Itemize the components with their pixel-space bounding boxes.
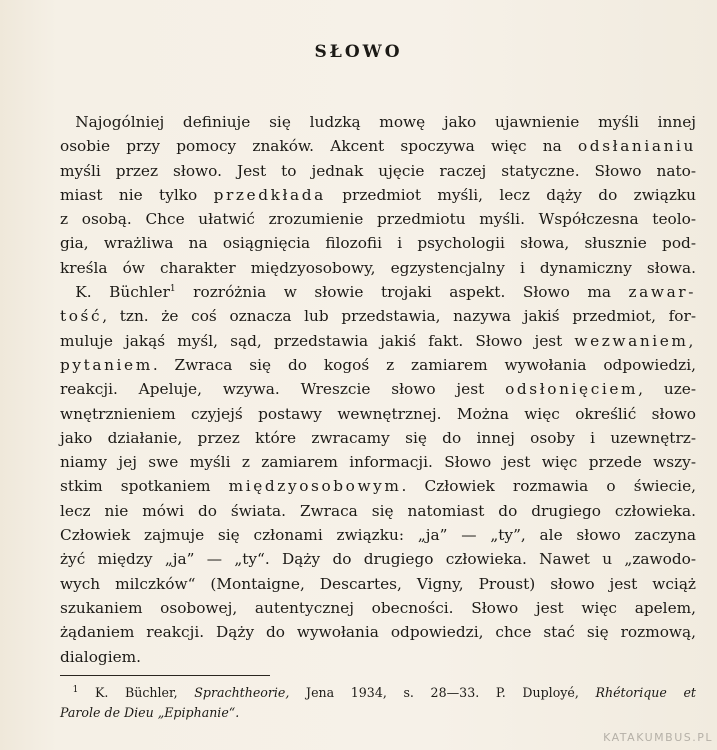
text-line: Człowiek zajmuje się członami związku: „ja” — „ty”, ale słowo zaczyna [60, 526, 696, 545]
spaced-emphasis: przedkłada [213, 185, 326, 204]
text-line: niamy jej swe myśli z zamiarem informacji. Słowo jest więc przede wszy- [60, 453, 696, 472]
text-line: myśli przez słowo. Jest to jednak ujęcie raczej statyczne. Słowo nato- [60, 161, 696, 180]
body-text [60, 110, 696, 669]
text-line: K. Büchler$^1$ rozróżnia w słowie trojaki aspekt. Słowo ma zawar- [75, 283, 696, 302]
footnote [60, 683, 696, 723]
footnote-line: Parole de Dieu „Epiphanie“. [60, 705, 240, 720]
text-line: kreśla ów charakter międzyosobowy, egzystencjalny i dynamiczny słowa. [60, 258, 696, 277]
footnote-ref: 1 [169, 283, 176, 294]
footnote-line: $^1$ K. Büchler, Sprachtheorie, Jena 1934, s. 28—33. P. Duployé, Rhétorique et [72, 684, 696, 700]
text-line: tość, tzn. że coś oznacza lub przedstawia, nazywa jakiś przedmiot, for- [60, 307, 696, 326]
text-line: lecz nie mówi do świata. Zwraca się natomiast do drugiego człowieka. [60, 501, 696, 520]
text-line: wnętrznieniem czyjejś postawy wewnętrznej. Można więc określić słowo [60, 404, 696, 423]
text-line: reakcji. Apeluje, wzywa. Wreszcie słowo jest odsłonięciem, uze- [60, 380, 696, 399]
spaced-emphasis: wezwaniem, [574, 331, 696, 350]
text-line: stkim spotkaniem międzyosobowym. Człowiek rozmawia o świecie, [60, 477, 696, 496]
text-line: Najogólniej definiuje się ludzką mowę jako ujawnienie myśli innej [75, 113, 696, 131]
spaced-emphasis: zawar- [628, 283, 696, 302]
page-title: SŁOWO [314, 42, 403, 62]
text-line: z osobą. Chce ułatwić zrozumienie przedmiotu myśli. Współczesna teolo- [60, 210, 696, 229]
text-line: dialogiem. [60, 647, 142, 666]
spaced-emphasis: odsłanianiu [578, 137, 696, 156]
spaced-emphasis: odsłonięciem [505, 380, 639, 399]
text-line: muluje jakąś myśl, sąd, przedstawia jakiś fakt. Słowo jest wezwaniem, [60, 331, 696, 350]
footnote-number: 1 [72, 684, 79, 695]
spaced-emphasis: międzyosobowym [228, 477, 402, 496]
text-line: miast nie tylko przedkłada przedmiot myśli, lecz dąży do związku [60, 185, 696, 204]
watermark: KATAKUMBUS.PL [603, 731, 713, 744]
text-line: wych milczków“ (Montaigne, Descartes, Vigny, Proust) słowo jest wciąż [60, 574, 696, 593]
text-line: pytaniem. Zwraca się do kogoś z zamiarem wywołania odpowiedzi, [60, 355, 696, 374]
spaced-emphasis: tość [60, 307, 103, 326]
text-line: żyć między „ja” — „ty“. Dąży do drugiego człowieka. Nawet u „zawodo- [60, 550, 696, 569]
text-line: gia, wrażliwa na osiągnięcia filozofii i psychologii słowa, słusznie pod- [60, 234, 696, 253]
spaced-emphasis: pytaniem [60, 355, 153, 374]
text-line: żądaniem reakcji. Dąży do wywołania odpowiedzi, chce stać się rozmową, [60, 623, 696, 642]
text-line: szukaniem osobowej, autentycznej obecności. Słowo jest więc apelem, [60, 598, 696, 617]
text-line: osobie przy pomocy znaków. Akcent spoczywa więc na odsłanianiu [60, 137, 696, 156]
footnote-title: Sprachtheorie, [194, 685, 290, 700]
footnote-title: Rhétorique et [595, 685, 696, 700]
footnote-divider [60, 675, 270, 676]
text-line: jako działanie, przez które zwracamy się do innej osoby i uzewnętrz- [60, 428, 696, 447]
